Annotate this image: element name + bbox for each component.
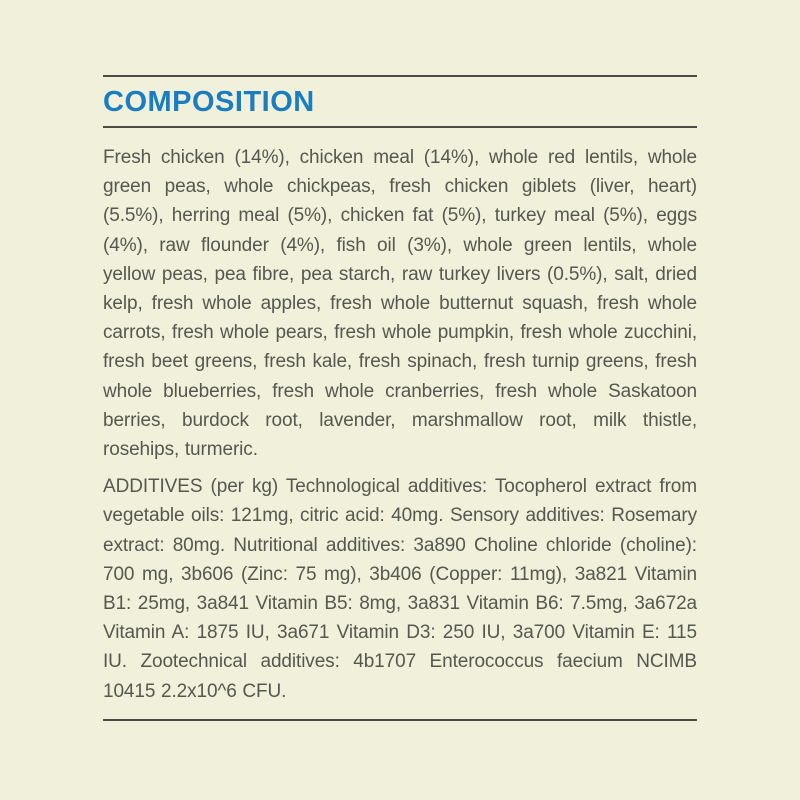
divider-under-title (103, 126, 697, 128)
divider-top (103, 75, 697, 77)
additives-paragraph: ADDITIVES (per kg) Technological additives: Tocopherol extract from vegetable oils: 121mg, citric acid: 40mg. Sensory additives: Rosemary extract: 80mg. Nutritional additives: 3a890 Choline chloride (choline): 700 mg, 3b606 (Zinc: 75 mg), 3b406 (Copper: 11mg), 3a821 Vitamin B1: 25mg, 3a841 Vitamin B5: 8mg, 3a831 Vitamin B6: 7.5mg, 3a672a Vitamin A: 1875 IU, 3a671 Vitamin D3: 250 IU, 3a700 Vitamin E: 115 IU. Zootechnical additives: 4b1707 Enterococcus faecium NCIMB 10415 2.2x10^6 CFU. (103, 476, 697, 702)
composition-panel (103, 0, 697, 721)
divider-bottom (103, 719, 697, 721)
section-title: COMPOSITION (103, 86, 315, 118)
ingredients-paragraph: Fresh chicken (14%), chicken meal (14%), whole red lentils, whole green peas, whole chickpeas, fresh chicken giblets (liver, heart) (5.5%), herring meal (5%), chicken fat (5%), turkey meal (5%), eggs (4%), raw flounder (4%), fish oil (3%), whole green lentils, whole yellow peas, pea fibre, pea starch, raw turkey livers (0.5%), salt, dried kelp, fresh whole apples, fresh whole butternut squash, fresh whole carrots, fresh whole pears, fresh whole pumpkin, fresh whole zucchini, fresh beet greens, fresh kale, fresh spinach, fresh turnip greens, fresh whole blueberries, fresh whole cranberries, fresh whole Saskatoon berries, burdock root, lavender, marshmallow root, milk thistle, rosehips, turmeric. (103, 147, 697, 461)
